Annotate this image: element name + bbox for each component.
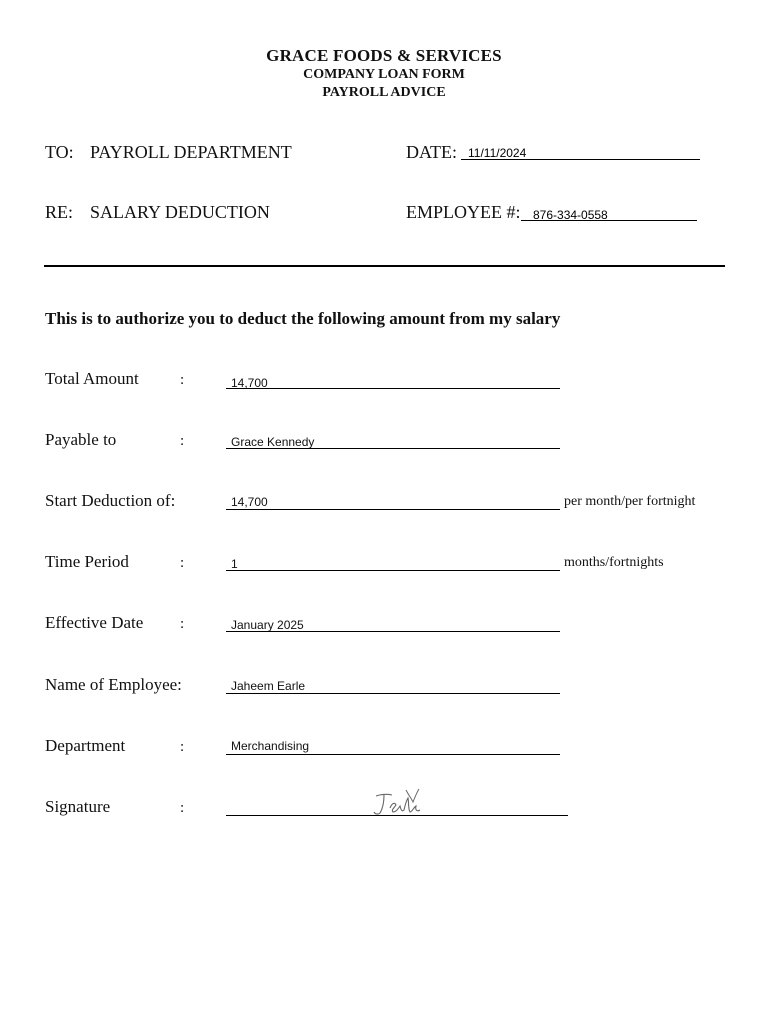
field-colon: : [180, 616, 185, 632]
field-label: Total Amount [45, 369, 139, 388]
company-name: GRACE FOODS & SERVICES [266, 46, 502, 65]
to-value: PAYROLL DEPARTMENT [90, 142, 292, 162]
field-label: Payable to [45, 430, 117, 449]
field-label: Name of Employee: [45, 675, 182, 694]
field-label: Department [45, 736, 126, 755]
field-colon: : [180, 433, 185, 449]
field-colon: : [180, 800, 185, 816]
field-colon: : [180, 739, 185, 755]
field-underline [226, 509, 560, 510]
authorization-statement: This is to authorize you to deduct the following amount from my salary [45, 309, 561, 328]
field-underline [226, 448, 560, 449]
field-suffix: per month/per fortnight [564, 494, 696, 509]
re-label: RE: [45, 202, 74, 222]
payable-to-field[interactable]: Grace Kennedy [231, 435, 315, 449]
employee-name-field[interactable]: Jaheem Earle [231, 679, 306, 693]
form-subtitle: PAYROLL ADVICE [322, 85, 446, 100]
to-label: TO: [45, 142, 74, 162]
field-underline [226, 388, 560, 389]
effective-date-field[interactable]: January 2025 [231, 618, 304, 632]
employee-number-field[interactable]: 876-334-0558 [533, 208, 608, 222]
start-deduction-field[interactable]: 14,700 [231, 495, 268, 509]
field-label: Start Deduction of: [45, 491, 176, 510]
form-title: COMPANY LOAN FORM [303, 67, 465, 82]
field-underline [226, 631, 560, 632]
re-value: SALARY DEDUCTION [90, 202, 270, 222]
field-underline [226, 693, 560, 694]
divider-rule [44, 265, 725, 267]
field-colon: : [180, 555, 185, 571]
field-underline [226, 754, 560, 755]
time-period-field[interactable]: 1 [231, 557, 238, 571]
signature-mark [370, 786, 422, 818]
total-amount-field[interactable]: 14,700 [231, 376, 268, 390]
field-colon: : [180, 372, 185, 388]
field-suffix: months/fortnights [564, 555, 664, 570]
employee-number-label: EMPLOYEE #: [406, 202, 521, 222]
department-field[interactable]: Merchandising [231, 739, 310, 753]
field-underline [226, 570, 560, 571]
field-label: Effective Date [45, 613, 144, 632]
date-label: DATE: [406, 142, 457, 162]
field-label: Signature [45, 797, 111, 816]
date-field[interactable]: 11/11/2024 [468, 146, 527, 160]
field-label: Time Period [45, 552, 129, 571]
